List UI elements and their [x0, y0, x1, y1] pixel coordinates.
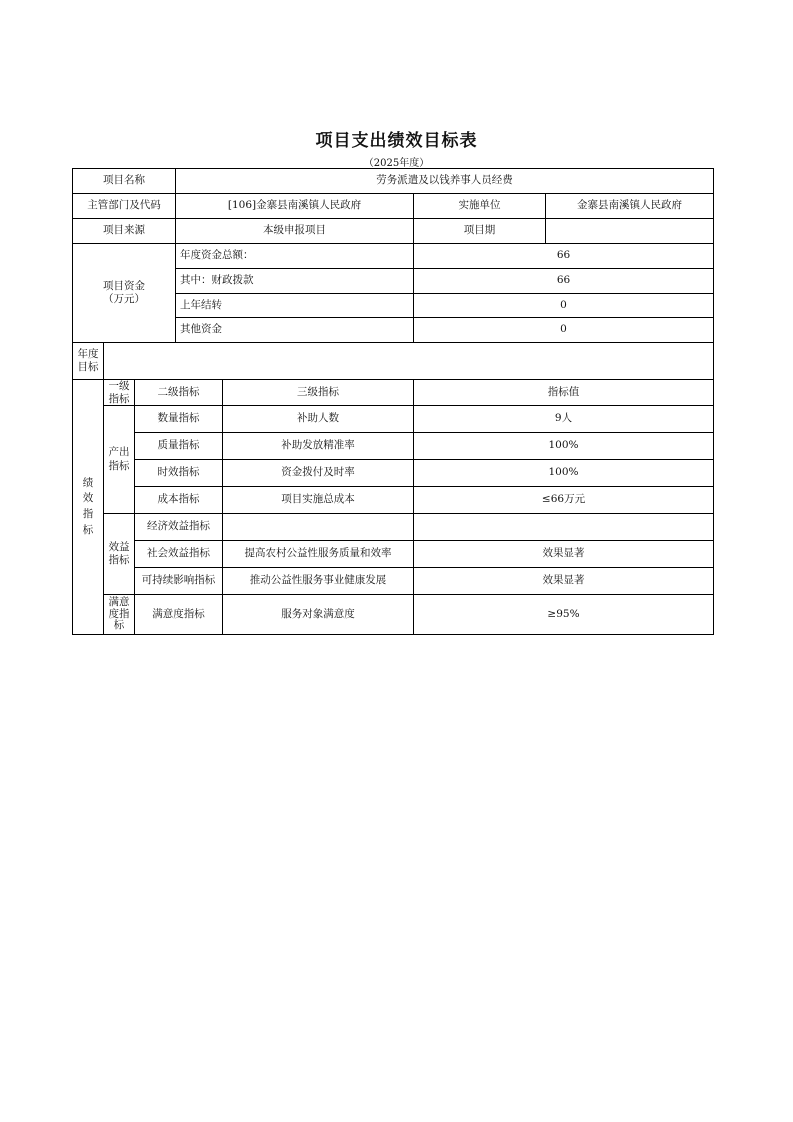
- benefit-sustainable-level3: 推动公益性服务事业健康发展: [223, 568, 414, 595]
- project-name-value: 劳务派遣及以钱养事人员经费: [176, 169, 713, 194]
- output-cost-value: ≤66万元: [414, 487, 713, 514]
- satisfaction-indicator-label: 满意 度指 标: [104, 595, 135, 634]
- header-value: 指标值: [414, 380, 713, 406]
- output-indicator-label: 产出 指标: [104, 406, 135, 514]
- benefit-social-level3: 提高农村公益性服务质量和效率: [223, 541, 414, 568]
- source-value: 本级申报项目: [176, 219, 414, 244]
- dept-label: 主管部门及代码: [73, 194, 176, 219]
- benefit-sustainable-value: 效果显著: [414, 568, 713, 595]
- output-timeliness-value: 100%: [414, 460, 713, 487]
- benefit-social-value: 效果显著: [414, 541, 713, 568]
- period-label: 项目期: [414, 219, 546, 244]
- output-timeliness-level2: 时效指标: [135, 460, 223, 487]
- funds-fiscal-value: 66: [414, 269, 713, 294]
- performance-label: 绩 效 指 标: [73, 380, 104, 634]
- funds-other-label: 其他资金: [176, 318, 414, 343]
- satisfaction-level3: 服务对象满意度: [223, 595, 414, 634]
- funds-total-value: 66: [414, 244, 713, 269]
- header-level1: 一级 指标: [104, 380, 135, 406]
- header-level2: 二级指标: [135, 380, 223, 406]
- dept-value: [106]金寨县南溪镇人民政府: [176, 194, 414, 219]
- annual-goal-label: 年度 目标: [73, 343, 104, 380]
- annual-goal-value: [104, 343, 713, 380]
- funds-carryover-label: 上年结转: [176, 294, 414, 318]
- period-value: [546, 219, 713, 244]
- funds-other-value: 0: [414, 318, 713, 343]
- output-cost-level2: 成本指标: [135, 487, 223, 514]
- output-quality-level3: 补助发放精准率: [223, 433, 414, 460]
- output-quality-level2: 质量指标: [135, 433, 223, 460]
- header-level3: 三级指标: [223, 380, 414, 406]
- performance-table: [72, 168, 714, 635]
- output-quality-value: 100%: [414, 433, 713, 460]
- output-quantity-value: 9人: [414, 406, 713, 433]
- document-title: 项目支出绩效目标表: [315, 131, 478, 151]
- satisfaction-value: ≥95%: [547, 607, 580, 620]
- source-label: 项目来源: [73, 219, 176, 244]
- benefit-economic-level3: [223, 514, 414, 541]
- benefit-sustainable-level2: 可持续影响指标: [135, 568, 223, 595]
- impl-unit-label: 实施单位: [414, 194, 546, 219]
- funds-carryover-value: 0: [414, 294, 713, 318]
- output-timeliness-level3: 资金拨付及时率: [223, 460, 414, 487]
- benefit-economic-value: [414, 514, 713, 541]
- output-cost-level3: 项目实施总成本: [223, 487, 414, 514]
- project-name-label: 项目名称: [73, 169, 176, 194]
- output-quantity-level3: 补助人数: [223, 406, 414, 433]
- impl-unit-value: 金寨县南溪镇人民政府: [546, 194, 713, 219]
- benefit-indicator-label: 效益 指标: [104, 514, 135, 595]
- benefit-economic-level2: 经济效益指标: [135, 514, 223, 541]
- funds-fiscal-label: 其中：财政拨款: [176, 269, 414, 294]
- satisfaction-level2: 满意度指标: [135, 595, 223, 634]
- funds-total-label: 年度资金总额：: [176, 244, 414, 269]
- funds-label: 项目资金 （万元）: [73, 244, 176, 343]
- benefit-social-level2: 社会效益指标: [135, 541, 223, 568]
- output-quantity-level2: 数量指标: [135, 406, 223, 433]
- year-note: （2025年度）: [363, 158, 430, 169]
